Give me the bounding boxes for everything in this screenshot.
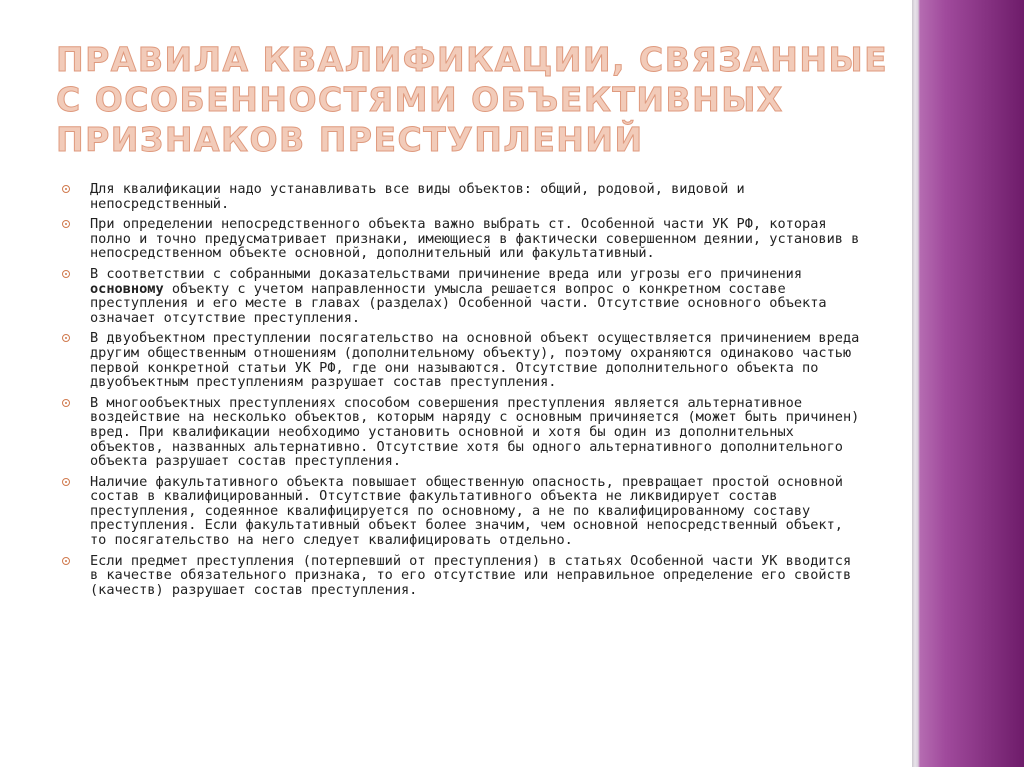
- bullet-text: Для квалификации надо устанавливать все виды объектов: общий, родовой, видовой и непосредственный.: [90, 181, 745, 212]
- circle-bullet-icon: [62, 334, 70, 342]
- bullet-text: Если предмет преступления (потерпевший от преступления) в статьях Особенной части УК вводится в качестве обязательного признака, то его отсутствие или неправильное определение его свойств (качеств) разрушает состав преступления.: [90, 552, 852, 598]
- circle-bullet-icon: [62, 270, 70, 278]
- bullet-item: [60, 396, 860, 469]
- slide-title: ПРАВИЛА КВАЛИФИКАЦИИ, СВЯЗАННЫЕ С ОСОБЕННОСТЯМИ ОБЪЕКТИВНЫХ ПРИЗНАКОВ ПРЕСТУПЛЕНИЙ: [56, 40, 889, 159]
- bullet-text: Наличие факультативного объекта повышает общественную опасность, превращает простой основной состав в квалифицированный. Отсутствие факультативного объекта не ликвидирует состав преступления, содеянное квалифицируется по основному, а не по квалифицированному составу преступления. Если факультативный объект более значим, чем основной непосредственный объект, то посягательство на него следует квалифицировать отдельно.: [90, 473, 843, 549]
- bullet-text: В двуобъектном преступлении посягательство на основной объект осуществляется причинением вреда другим общественным отношениям (дополнительному объекту), поэтому охраняются одинаково частью первой конкретной статьи УК РФ, где они называются. Отсутствие дополнительного объекта по двуобъектным преступлениям разрушает состав преступления.: [90, 330, 860, 391]
- bullet-text: При определении непосредственного объекта важно выбрать ст. Особенной части УК РФ, которая полно и точно предусматривает признаки, имеющиеся в фактически совершенном деянии, установив в непосредственном объекте основной, дополнительный или факультативный.: [90, 216, 860, 262]
- bullet-item: [60, 331, 860, 389]
- bullet-text-bold: основному: [90, 280, 164, 297]
- circle-bullet-icon: [62, 557, 70, 565]
- bullet-item: [60, 217, 860, 261]
- bullet-text-post: объекту с учетом направленности умысла решается вопрос о конкретном составе преступления и его месте в главах (разделах) Особенной части. Отсутствие основного объекта означает отсутствие преступления.: [90, 280, 827, 326]
- circle-bullet-icon: [62, 220, 70, 228]
- circle-bullet-icon: [62, 478, 70, 486]
- circle-bullet-icon: [62, 399, 70, 407]
- bullet-item: [60, 267, 860, 325]
- bullet-text-pre: В соответствии с собранными доказательствами причинение вреда или угрозы его причинения: [90, 265, 803, 282]
- bullet-list: [60, 182, 860, 603]
- circle-bullet-icon: [62, 185, 70, 193]
- side-decor-band: [912, 0, 1024, 767]
- bullet-item: [60, 182, 860, 211]
- bullet-item: [60, 554, 860, 598]
- bullet-item: [60, 475, 860, 548]
- bullet-text: В многообъектных преступлениях способом совершения преступления является альтернативное воздействие на несколько объектов, которым наряду с основным причиняется (может быть причинен) вред. При квалификации необходимо установить основной и хотя бы один из дополнительных объектов, названных альтернативно. Отсутствие хотя бы одного альтернативного дополнительного объекта разрушает состав преступления.: [90, 394, 860, 470]
